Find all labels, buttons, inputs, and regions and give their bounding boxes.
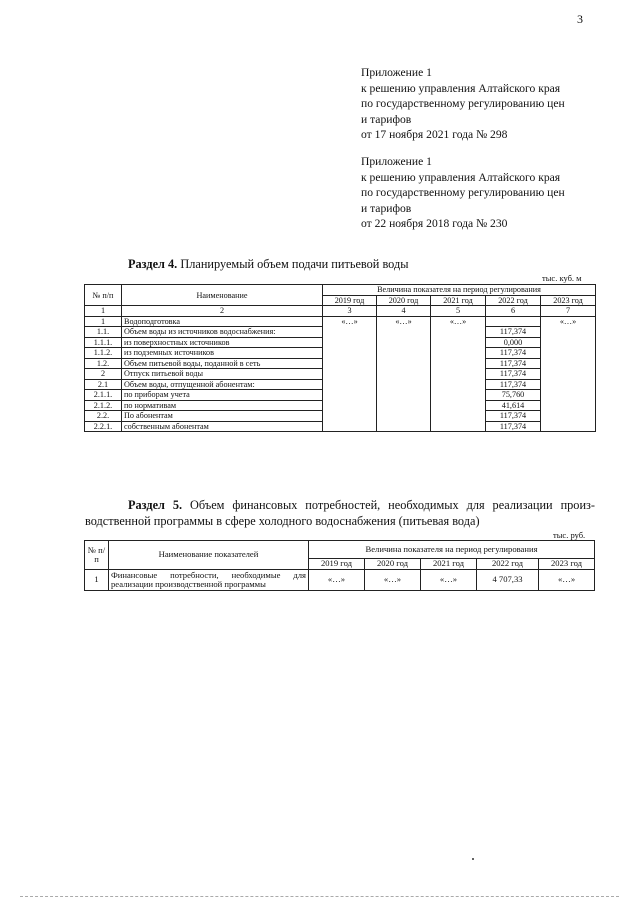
- row-name: Водоподготовка: [122, 316, 323, 327]
- header-year: 2022 год: [486, 295, 541, 306]
- value-2022: [486, 316, 541, 327]
- row-name: по приборам учета: [122, 390, 323, 401]
- section5-title: [85, 497, 595, 529]
- row-num: 1.1.: [85, 327, 122, 338]
- row-num: 1.1.1.: [85, 337, 122, 348]
- value-2023: «…»: [541, 316, 596, 432]
- header-year: 2019 год: [323, 295, 377, 306]
- header-period: Величина показателя на период регулирования: [309, 541, 595, 559]
- appendix-line: и тарифов: [361, 112, 412, 126]
- appendix-line: и тарифов: [361, 201, 412, 215]
- page-number: 3: [577, 12, 583, 26]
- value-2019: «…»: [323, 316, 377, 432]
- section5-unit: тыс. руб.: [553, 530, 586, 540]
- appendix-previous-block: [361, 154, 565, 232]
- appendix-line: от 17 ноября 2021 года № 298: [361, 128, 508, 141]
- column-number: 5: [431, 306, 486, 317]
- value-2022: 117,374: [486, 348, 541, 359]
- appendix-current-block: [361, 65, 565, 143]
- appendix-line: по государственному регулированию цен: [361, 186, 565, 199]
- header-year: 2023 год: [541, 295, 596, 306]
- section5-table: [84, 540, 595, 591]
- table-row: [85, 316, 596, 327]
- section5-title-label: Раздел 5.: [128, 498, 183, 512]
- section5-title-line2: водственной программы в сфере холодного водоснабжения (питьевая вода): [85, 514, 480, 528]
- row-num: 2.2.1.: [85, 421, 122, 432]
- column-number: 3: [323, 306, 377, 317]
- section4-title-label: Раздел 4.: [128, 257, 178, 271]
- section5-title-text: Объем финансовых потребностей, необходимых для реализации произ-: [182, 498, 595, 512]
- header-year: 2020 год: [377, 295, 431, 306]
- header-num: № п/п: [85, 285, 122, 306]
- row-name: [109, 570, 309, 591]
- row-name: собственным абонентам: [122, 421, 323, 432]
- header-num: № п/п: [85, 541, 109, 570]
- row-name: Объем питьевой воды, поданной в сеть: [122, 358, 323, 369]
- row-name: Объем воды из источников водоснабжения:: [122, 327, 323, 338]
- row-name: из поверхностных источников: [122, 337, 323, 348]
- value-2022: 75,760: [486, 390, 541, 401]
- row-num: 2.1: [85, 379, 122, 390]
- column-number: 2: [122, 306, 323, 317]
- value-2020: «…»: [365, 570, 421, 591]
- row-name: По абонентам: [122, 411, 323, 422]
- appendix-line: по государственному регулированию цен: [361, 97, 565, 110]
- row-name: из подземных источников: [122, 348, 323, 359]
- value-2022: 117,374: [486, 358, 541, 369]
- header-year: 2021 год: [421, 558, 477, 569]
- column-number: 6: [486, 306, 541, 317]
- header-year: 2020 год: [365, 558, 421, 569]
- page-bottom-edge: [20, 896, 619, 897]
- table-row: [85, 570, 595, 591]
- header-year: 2019 год: [309, 558, 365, 569]
- row-num: 2.2.: [85, 411, 122, 422]
- value-2022: 117,374: [486, 327, 541, 338]
- value-2019: «…»: [309, 570, 365, 591]
- appendix-line: Приложение 1: [361, 66, 432, 79]
- row-name: Отпуск питьевой воды: [122, 369, 323, 380]
- row-name-line1: Финансовые потребности, необходимые для: [111, 569, 306, 580]
- row-num: 2.1.1.: [85, 390, 122, 401]
- value-2021: «…»: [421, 570, 477, 591]
- row-name: Объем воды, отпущенной абонентам:: [122, 379, 323, 390]
- value-2022: 41,614: [486, 400, 541, 411]
- header-name: Наименование показателей: [109, 541, 309, 570]
- row-num: 1.2.: [85, 358, 122, 369]
- value-2022: 117,374: [486, 411, 541, 422]
- row-num: 2.1.2.: [85, 400, 122, 411]
- value-2022: 117,374: [486, 369, 541, 380]
- section4-unit: тыс. куб. м: [542, 273, 582, 283]
- header-year: 2023 год: [539, 558, 595, 569]
- row-num: 1: [85, 570, 109, 591]
- section4-title-text: Планируемый объем подачи питьевой воды: [177, 257, 409, 271]
- value-2022: 0,000: [486, 337, 541, 348]
- value-2022: 4 707,33: [477, 570, 539, 591]
- header-period: Величина показателя на период регулирования: [323, 285, 596, 296]
- appendix-line: к решению управления Алтайского края: [361, 81, 561, 95]
- row-num: 1.1.2.: [85, 348, 122, 359]
- column-number: 7: [541, 306, 596, 317]
- appendix-line: к решению управления Алтайского края: [361, 170, 561, 184]
- value-2021: «…»: [431, 316, 486, 432]
- header-year: 2022 год: [477, 558, 539, 569]
- row-num: 2: [85, 369, 122, 380]
- scan-speck: [472, 858, 474, 860]
- section4-table: [84, 284, 596, 432]
- column-number: 1: [85, 306, 122, 317]
- header-name: Наименование: [122, 285, 323, 306]
- header-year: 2021 год: [431, 295, 486, 306]
- value-2022: 117,374: [486, 421, 541, 432]
- appendix-line: Приложение 1: [361, 155, 432, 168]
- row-name: по нормативам: [122, 400, 323, 411]
- appendix-line: от 22 ноября 2018 года № 230: [361, 217, 508, 230]
- column-number: 4: [377, 306, 431, 317]
- value-2020: «…»: [377, 316, 431, 432]
- row-name-line2: реализации производственной программы: [111, 579, 266, 589]
- section4-title: [128, 257, 408, 272]
- row-num: 1: [85, 316, 122, 327]
- value-2022: 117,374: [486, 379, 541, 390]
- value-2023: «…»: [539, 570, 595, 591]
